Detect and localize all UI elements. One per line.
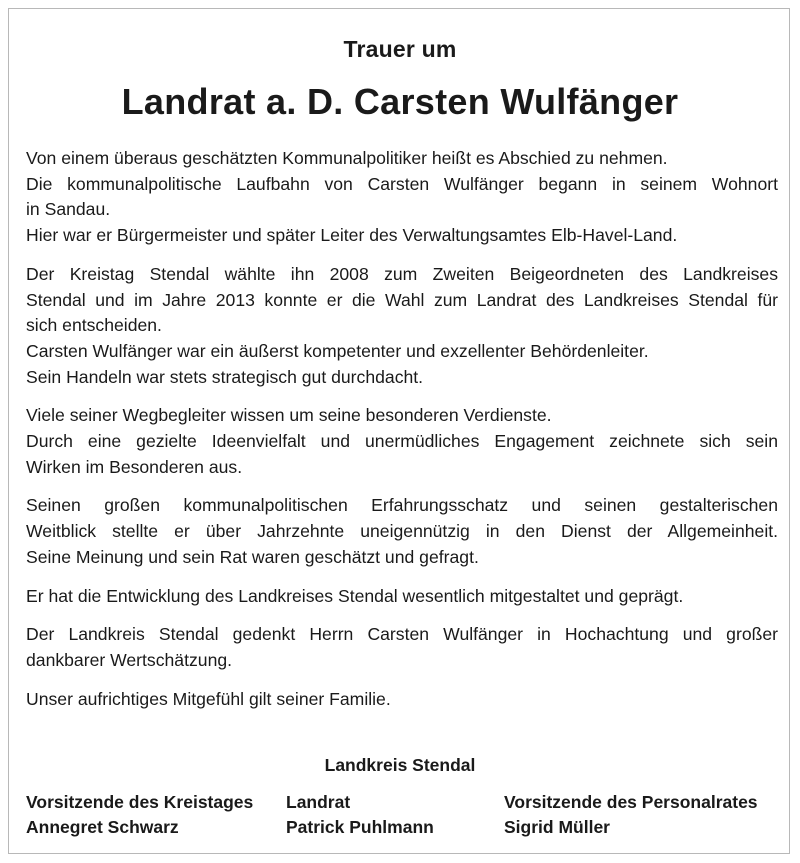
text-line: Sein Handeln war stets strategisch gut durchdacht.	[26, 366, 424, 387]
paragraph-4	[26, 493, 778, 570]
organization-name: Landkreis Stendal	[324, 755, 476, 775]
notice-heading-small: Trauer um	[343, 36, 457, 62]
paragraph-2	[26, 262, 778, 391]
text-line: Der Landkreis Stendal gedenkt Herrn Carsten Wulfänger in Hochachtung und großer	[26, 624, 778, 645]
text-line: Viele seiner Wegbegleiter wissen um seine besonderen Verdienste.	[26, 405, 552, 426]
signatory-role: Vorsitzende des Personalrates	[504, 792, 758, 812]
signatory-role: Vorsitzende des Kreistages	[26, 792, 254, 812]
text-line: Wirken im Besonderen aus.	[26, 456, 243, 477]
obituary-notice	[8, 8, 790, 854]
text-line: Unser aufrichtiges Mitgefühl gilt seiner Familie.	[26, 688, 391, 709]
text-line: Von einem überaus geschätzten Kommunalpolitiker heißt es Abschied zu nehmen.	[26, 148, 668, 168]
text-line: Er hat die Entwicklung des Landkreises Stendal wesentlich mitgestaltet und geprägt.	[26, 585, 684, 606]
signatory-1	[26, 790, 253, 840]
signatory-name: Patrick Puhlmann	[286, 817, 434, 837]
text-line: Der Kreistag Stendal wählte ihn 2008 zum Zweiten Beigeordneten des Landkreises	[26, 263, 778, 284]
text-line: in Sandau.	[26, 199, 111, 220]
paragraph-7	[26, 687, 778, 713]
text-line: Seinen großen kommunalpolitischen Erfahrungsschatz und seinen gestalterischen	[26, 495, 778, 516]
notice-heading-large: Landrat a. D. Carsten Wulfänger	[121, 81, 679, 122]
text-line: Weitblick stellte er über Jahrzehnte uneigennützig in den Dienst der Allgemeinheit.	[26, 521, 778, 542]
signatory-2	[286, 790, 434, 840]
text-line: Hier war er Bürgermeister und später Leiter des Verwaltungsamtes Elb-Havel-Land.	[26, 225, 678, 246]
text-line: Seine Meinung und sein Rat waren geschätzt und gefragt.	[26, 546, 479, 567]
paragraph-5	[26, 584, 778, 610]
text-line: Durch eine gezielte Ideenvielfalt und unermüdliches Engagement zeichnete sich sein	[26, 431, 778, 452]
signatory-name: Annegret Schwarz	[26, 817, 179, 837]
text-line: Carsten Wulfänger war ein äußerst kompetenter und exzellenter Behördenleiter.	[26, 340, 649, 361]
paragraph-1	[26, 146, 778, 249]
text-line: Stendal und im Jahre 2013 konnte er die Wahl zum Landrat des Landkreises Stendal für	[26, 289, 778, 310]
notice-body	[26, 146, 778, 725]
signatory-3	[504, 790, 758, 840]
paragraph-6	[26, 622, 778, 673]
text-line: dankbarer Wertschätzung.	[26, 649, 233, 670]
paragraph-3	[26, 403, 778, 480]
signatory-role: Landrat	[286, 792, 351, 812]
text-line: sich entscheiden.	[26, 315, 162, 336]
signatory-name: Sigrid Müller	[504, 817, 610, 837]
text-line: Die kommunalpolitische Laufbahn von Carsten Wulfänger begann in seinem Wohnort	[26, 173, 778, 194]
